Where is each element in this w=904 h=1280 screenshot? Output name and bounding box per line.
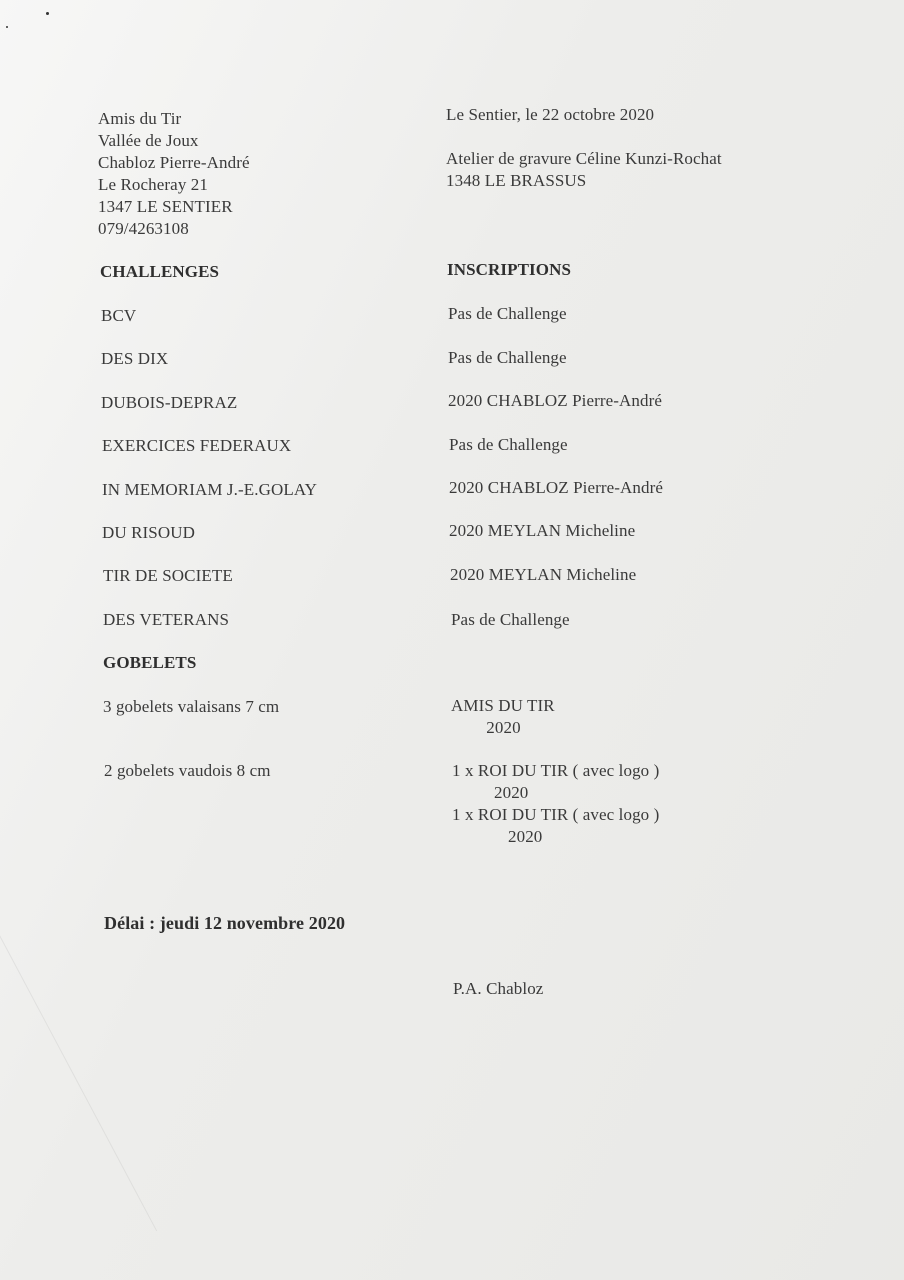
gobelet-engraving: 1 x ROI DU TIR ( avec logo ) — [452, 761, 660, 780]
inscriptions-heading: INSCRIPTIONS — [447, 260, 572, 279]
recipient-line: Atelier de gravure Céline Kunzi-Rochat — [446, 149, 722, 168]
scan-speck — [46, 12, 49, 15]
gobelet-engraving: 2020 — [494, 783, 529, 802]
challenge-inscription: 2020 CHABLOZ Pierre-André — [448, 391, 663, 410]
gobelet-engraving: 2020 — [486, 718, 521, 737]
challenge-name: TIR DE SOCIETE — [103, 566, 233, 585]
challenge-name: DU RISOUD — [102, 523, 195, 542]
recipient-line: 1348 LE BRASSUS — [446, 171, 587, 190]
challenge-inscription: 2020 MEYLAN Micheline — [450, 565, 637, 584]
deadline: Délai : jeudi 12 novembre 2020 — [104, 913, 346, 933]
gobelet-item: 2 gobelets vaudois 8 cm — [104, 761, 271, 780]
challenge-name: DES VETERANS — [103, 610, 230, 629]
challenge-name: BCV — [101, 306, 137, 325]
challenges-heading: CHALLENGES — [100, 262, 220, 281]
challenge-inscription: Pas de Challenge — [448, 348, 567, 367]
challenge-name: DES DIX — [101, 349, 169, 368]
challenge-name: EXERCICES FEDERAUX — [102, 436, 292, 455]
challenge-name: DUBOIS-DEPRAZ — [101, 393, 238, 412]
challenge-inscription: 2020 CHABLOZ Pierre-André — [449, 478, 664, 497]
scan-speck — [6, 26, 8, 28]
challenge-inscription: 2020 MEYLAN Micheline — [449, 521, 636, 540]
date-line: Le Sentier, le 22 octobre 2020 — [446, 105, 655, 124]
sender-line: 1347 LE SENTIER — [98, 197, 233, 216]
gobelet-item: 3 gobelets valaisans 7 cm — [103, 697, 280, 716]
sender-line: 079/4263108 — [98, 219, 189, 238]
gobelet-engraving: AMIS DU TIR — [451, 696, 555, 715]
sender-line: Le Rocheray 21 — [98, 175, 208, 194]
gobelet-engraving: 2020 — [508, 827, 543, 846]
challenge-name: IN MEMORIAM J.-E.GOLAY — [102, 480, 318, 499]
signature: P.A. Chabloz — [453, 979, 544, 998]
sender-line: Chabloz Pierre-André — [98, 153, 250, 172]
gobelet-engraving: 1 x ROI DU TIR ( avec logo ) — [452, 805, 660, 824]
sender-line: Vallée de Joux — [98, 131, 199, 150]
challenge-inscription: Pas de Challenge — [451, 610, 570, 629]
challenge-inscription: Pas de Challenge — [449, 435, 568, 454]
sender-line: Amis du Tir — [98, 109, 182, 128]
challenge-inscription: Pas de Challenge — [448, 304, 567, 323]
gobelets-heading: GOBELETS — [103, 653, 197, 672]
